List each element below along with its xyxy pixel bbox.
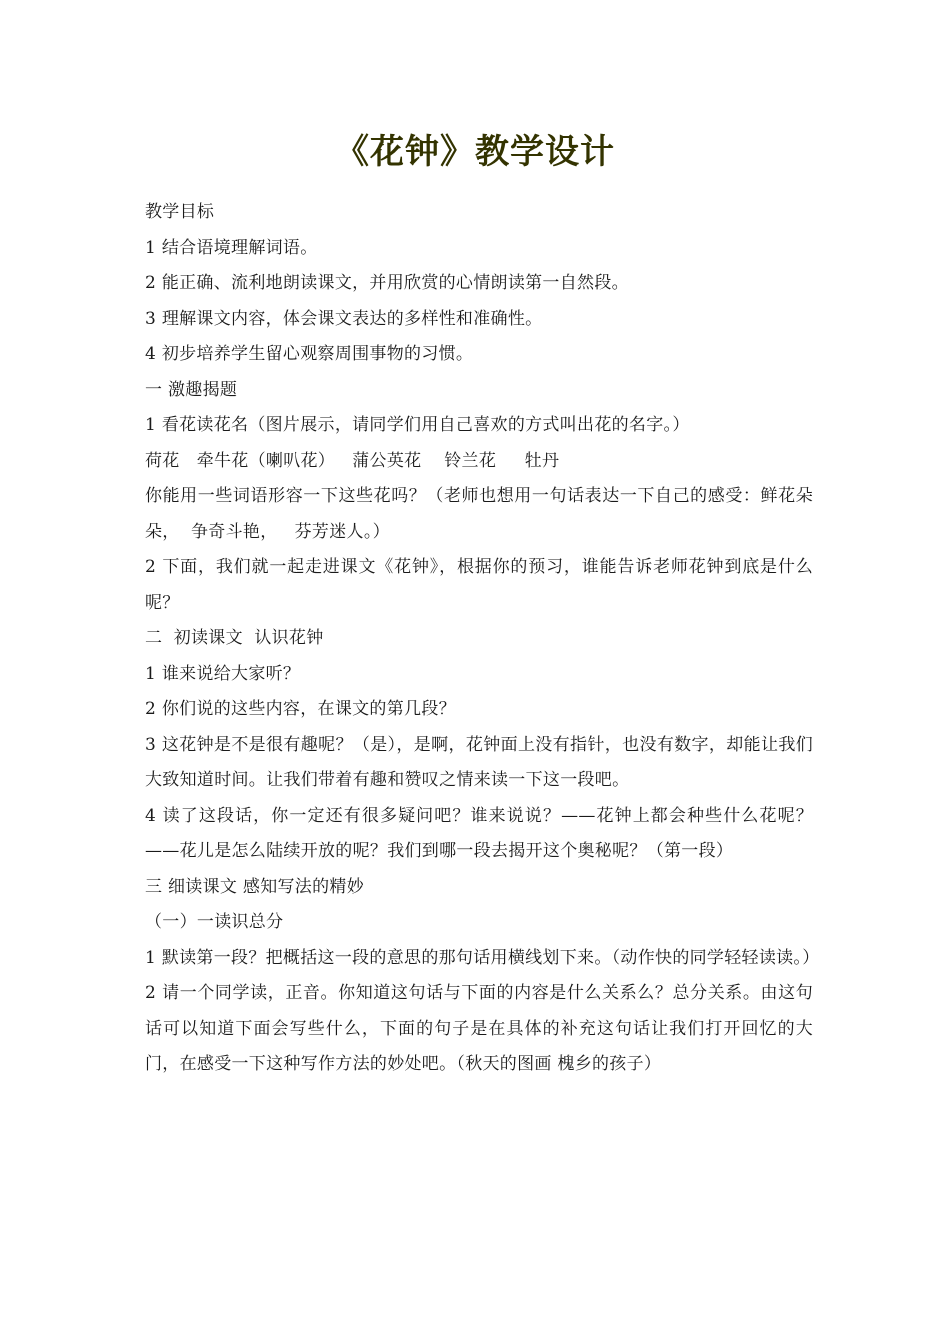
objective-item: 2 能正确、流利地朗读课文，并用欣赏的心情朗读第一自然段。 xyxy=(145,273,629,293)
paragraph: 1 谁来说给大家听？ xyxy=(145,663,301,684)
objective-item: 1 结合语境理解词语。 xyxy=(145,237,318,258)
document-body xyxy=(145,195,820,1083)
paragraph: 2 请一个同学读，正音。你知道这句话与下面的内容是什么关系么？总分关系。由这句话可以知道下面会写些什么，下面的句子是在具体的补充这句话让我们打开回忆的大门，在感受一下这种写作方法的妙处吧。（秋天的图画 槐乡的孩子） xyxy=(145,983,813,1074)
section-heading-1: 一 激趣揭题 xyxy=(145,379,238,400)
objective-item: 4 初步培养学生留心观察周围事物的习惯。 xyxy=(145,344,474,364)
section-heading-objectives: 教学目标 xyxy=(145,202,215,222)
document-title: 《花钟》教学设计 xyxy=(335,132,615,172)
paragraph: 1 看花读花名（图片展示，请同学们用自己喜欢的方式叫出花的名字。） xyxy=(145,415,690,435)
paragraph: 1 默读第一段？把概括这一段的意思的那句话用横线划下来。（动作快的同学轻轻读读。） xyxy=(145,947,820,968)
paragraph: 你能用一些词语形容一下这些花吗？（老师也想用一句话表达一下自己的感受：鲜花朵朵， 争奇斗艳， 芬芳迷人。） xyxy=(145,486,813,542)
section-heading-2: 二 初读课文 认识花钟 xyxy=(145,628,324,648)
paragraph: 4 读了这段话，你一定还有很多疑问吧？谁来说说？——花钟上都会种些什么花呢？ ——花儿是怎么陆续开放的呢？我们到哪一段去揭开这个奥秘呢？（第一段） xyxy=(145,805,819,861)
paragraph: 3 这花钟是不是很有趣呢？（是），是啊，花钟面上没有指针，也没有数字，却能让我们大致知道时间。让我们带着有趣和赞叹之情来读一下这一段吧。 xyxy=(145,734,813,790)
paragraph: 2 你们说的这些内容，在课文的第几段？ xyxy=(145,699,456,719)
paragraph: 2 下面，我们就一起走进课文《花钟》，根据你的预习，谁能告诉老师花钟到底是什么呢？ xyxy=(145,557,813,613)
objective-item: 3 理解课文内容，体会课文表达的多样性和准确性。 xyxy=(145,308,543,329)
subsection-heading: （一）一读识总分 xyxy=(145,912,284,932)
section-heading-3: 三 细读课文 感知写法的精妙 xyxy=(145,876,365,897)
flower-names-line: 荷花 牵牛花（喇叭花） 蒲公英花 铃兰花 牡丹 xyxy=(145,450,560,471)
